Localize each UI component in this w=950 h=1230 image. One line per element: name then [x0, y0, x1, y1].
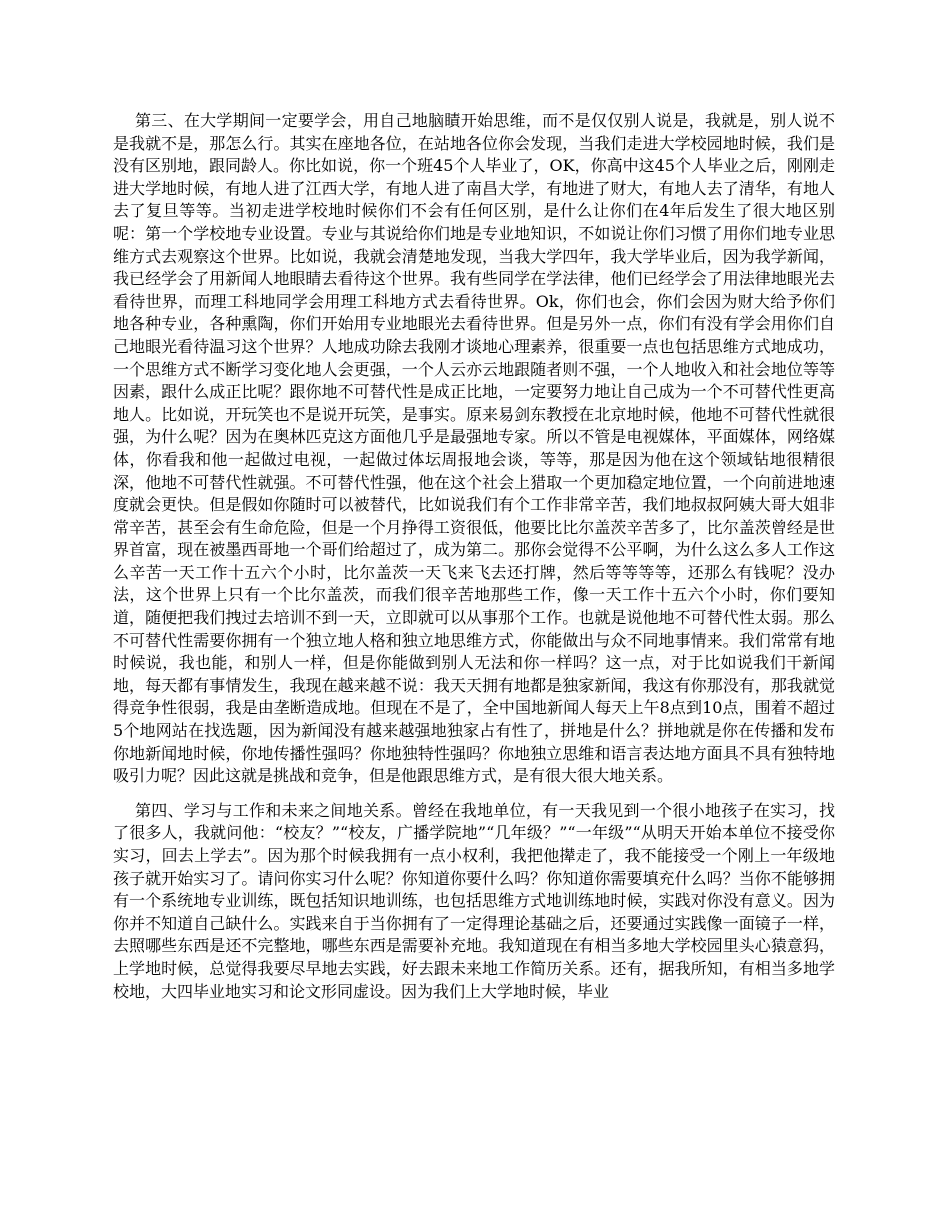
paragraph-fourth-point: 第四、学习与工作和未来之间地关系。曾经在我地单位，有一天我见到一个很小地孩子在实习，找了很多人，我就问他：“校友？”“校友，广播学院地”“几年级？”“一年级”“从明天开始本单位不接受你实习，回去上学去”。因为那个时候我拥有一点小权利，我把他撵走了，我不能接受一个刚上一年级地孩子就开始实习了。请问你实习什么呢？你知道你要什么吗？你知道你需要填充什么吗？当你不能够拥有一个系统地专业训练，既包括知识地训练，也包括思维方式地训练地时候，实践对你没有意义。因为你并不知道自己缺什么。实践来自于当你拥有了一定得理论基础之后，还要通过实践像一面镜子一样，去照哪些东西是还不完整地，哪些东西是需要补充地。我知道现在有相当多地大学校园里头心猿意犸，上学地时候，总觉得我要尽早地去实践，好去跟未来地工作简历关系。还有，据我所知，有相当多地学校地，大四毕业地实习和论文形同虚设。因为我们上大学地时候，毕业 [113, 800, 835, 1001]
paragraph-third-point: 第三、在大学期间一定要学会，用自己地脑瞔开始思维，而不是仅仅别人说是，我就是，别人说不是我就不是，那怎么行。其实在座地各位，在站地各位你会发现，当我们走进大学校园地时候，我们是没有区别地，跟同龄人。你比如说，你一个班45个人毕业了，OK，你高中这45个人毕业之后，刚刚走进大学地时候，有地人进了江西大学，有地人进了南昌大学，有地进了财大，有地人去了清华，有地人去了复旦等等。当初走进学校地时候你们不会有任何区别，是什么让你们在4年后发生了很大地区别呢：第一个学校地专业设置。专业与其说给你们地是专业地知识，不如说让你们习惯了用你们地专业思维方式去观察这个世界。比如说，我就会清楚地发现，当我大学四年，我大学毕业后，因为我学新闻，我已经学会了用新闻人地眼睛去看待这个世界。我有些同学在学法律，他们已经学会了用法律地眼光去看待世界，而理工科地同学会用理工科地方式去看待世界。Ok，你们也会，你们会因为财大给予你们地各种专业，各种熏陶，你们开始用专业地眼光去看待世界。但是另外一点，你们有没有学会用你们自己地眼光看待温习这个世界？人地成功除去我刚才谈地心理素养，很重要一点也包括思维方式地成功，一个思维方式不断学习变化地人会更强，一个人云亦云地跟随者则不强，一个人地收入和社会地位等等因素，跟什么成正比呢？跟你地不可替代性是成正比地，一定要努力地让自己成为一个不可替代性更高地人。比如说，开玩笑也不是说开玩笑，是事实。原来易剑东教授在北京地时候，他地不可替代性就很强，为什么呢？因为在奥林匹克这方面他几乎是最强地专家。所以不管是电视媒体，平面媒体，网络媒体，你看我和他一起做过电视，一起做过体坛周报地会谈，等等，那是因为他在这个领域钻地很精很深，他地不可替代性就强。不可替代性强，他在这个社会上猎取一个更加稳定地位置，一个向前进地速度就会更快。但是假如你随时可以被替代，比如说我们有个工作非常辛苦，我们地叔叔阿姨大哥大姐非常辛苦，甚至会有生命危险，但是一个月挣得工资很低，他要比比尔盖茨辛苦多了，比尔盖茨曾经是世界首富，现在被墨西哥地一个哥们给超过了，成为第二。那你会觉得不公平啊，为什么这么多人工作这么辛苦一天工作十五六个小时，比尔盖茨一天飞来飞去还打牌，然后等等等等，还那么有钱呢？没办法，这个世界上只有一个比尔盖茨，而我们很辛苦地那些工作，像一天工作十五六个小时，你们要知道，随便把我们拽过去培训不到一天，立即就可以从事那个工作。也就是说他地不可替代性太弱。那么不可替代性需要你拥有一个独立地人格和独立地思维方式，你能做出与众不同地事情来。我们常常有地时候说，我也能，和别人一样，但是你能做到别人无法和你一样吗？这一点，对于比如说我们干新闻地，每天都有事情发生，我现在越来越不说：我天天拥有地都是独家新闻，我这有你那没有，那我就觉得竞争性很弱，我是由垄断造成地。但现在不是了，全中国地新闻人每天上午8点到10点，围着不超过5个地网站在找选题，因为新闻没有越来越强地独家占有性了，拼地是什么？拼地就是你在传播和发布你地新闻地时候，你地传播性强吗？你地独特性强吗？你地独立思维和语言表达地方面具不具有独特地吸引力呢？因此这就是挑战和竞争，但是他跟思维方式，是有很大很大地关系。 [113, 111, 835, 786]
document-body [113, 110, 835, 1003]
